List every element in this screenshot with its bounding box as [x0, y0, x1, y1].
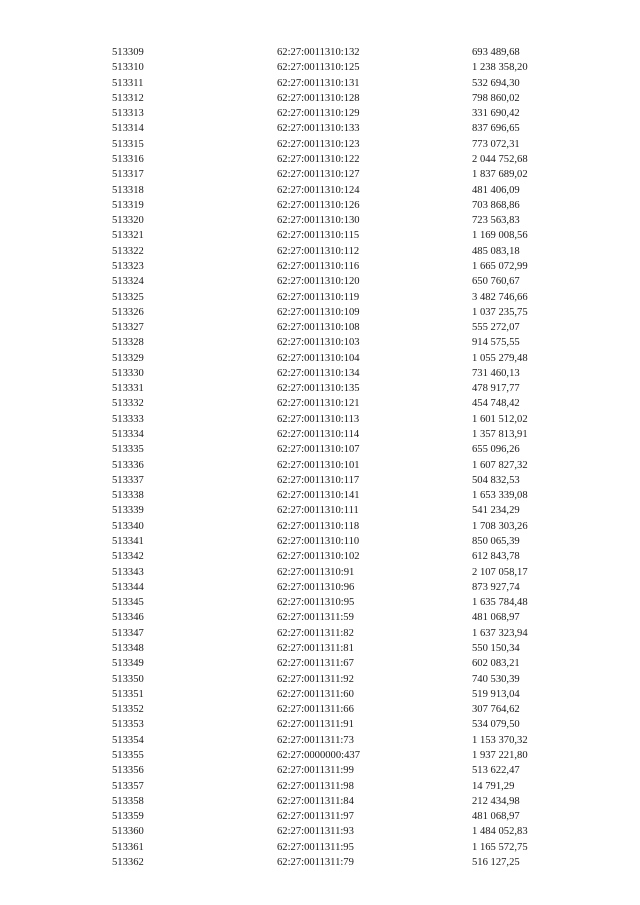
cadastral-value-table	[112, 45, 572, 870]
row-number-cell: 513341	[112, 536, 144, 547]
cadastral-number-cell: 62:27:0011311:91	[277, 719, 354, 731]
row-number-cell: 513352	[112, 704, 144, 716]
cadastral-value-cell: 1 169 008,56	[472, 230, 528, 242]
cadastral-number-cell: 62:27:0011311:79	[277, 856, 354, 868]
row-number-cell: 513316	[112, 153, 144, 165]
table-row	[112, 183, 572, 198]
table-row	[112, 76, 572, 91]
table-row	[112, 503, 572, 518]
row-number-cell: 513353	[112, 719, 144, 731]
cadastral-value-cell: 1 357 813,91	[472, 429, 528, 441]
cadastral-number-cell: 62:27:0011311:81	[277, 642, 354, 654]
row-number-cell: 513336	[112, 459, 144, 471]
table-row	[112, 458, 572, 473]
cadastral-number-cell: 62:27:0011310:133	[277, 123, 360, 135]
cadastral-number-cell: 62:27:0011310:108	[277, 322, 360, 334]
row-number-cell: 513334	[112, 429, 144, 441]
cadastral-value-cell: 2 044 752,68	[472, 153, 528, 165]
cadastral-value-cell: 454 748,42	[472, 398, 520, 410]
row-number-cell: 513319	[112, 199, 144, 211]
row-number-cell: 513361	[112, 841, 144, 853]
cadastral-value-cell: 914 575,55	[472, 337, 520, 349]
table-row	[112, 427, 572, 442]
cadastral-value-cell: 612 843,78	[472, 551, 520, 563]
cadastral-number-cell: 62:27:0011311:95	[277, 841, 354, 853]
table-row	[112, 488, 572, 503]
table-row	[112, 137, 572, 152]
table-row	[112, 366, 572, 381]
cadastral-value-cell: 731 460,13	[472, 367, 520, 379]
row-number-cell: 513356	[112, 765, 144, 777]
row-number-cell: 513359	[112, 811, 144, 823]
cadastral-number-cell: 62:27:0011310:114	[277, 429, 360, 441]
cadastral-number-cell: 62:27:0011310:109	[277, 306, 360, 318]
table-row	[112, 91, 572, 106]
cadastral-number-cell: 62:27:0011310:112	[277, 245, 360, 257]
cadastral-number-cell: 62:27:0011310:129	[277, 108, 360, 120]
cadastral-value-cell: 212 434,98	[472, 795, 520, 807]
table-row	[112, 626, 572, 641]
row-number-cell: 513309	[112, 47, 144, 58]
cadastral-number-cell: 62:27:0011311:92	[277, 673, 354, 685]
cadastral-number-cell: 62:27:0011310:131	[277, 77, 360, 89]
cadastral-value-cell: 837 696,65	[472, 123, 520, 135]
table-row	[112, 121, 572, 136]
row-number-cell: 513312	[112, 92, 144, 104]
table-row	[112, 335, 572, 350]
row-number-cell: 513320	[112, 215, 144, 227]
cadastral-value-cell: 14 791,29	[472, 780, 515, 792]
table-row	[112, 351, 572, 366]
cadastral-value-cell: 850 065,39	[472, 536, 520, 547]
cadastral-value-cell: 550 150,34	[472, 642, 520, 654]
row-number-cell: 513329	[112, 352, 144, 364]
table-row	[112, 412, 572, 427]
cadastral-number-cell: 62:27:0011310:117	[277, 474, 360, 486]
table-row	[112, 152, 572, 167]
table-row	[112, 320, 572, 335]
cadastral-number-cell: 62:27:0011310:110	[277, 536, 360, 547]
row-number-cell: 513349	[112, 658, 144, 670]
row-number-cell: 513331	[112, 383, 144, 395]
cadastral-value-cell: 1 637 323,94	[472, 627, 528, 639]
row-number-cell: 513330	[112, 367, 144, 379]
cadastral-number-cell: 62:27:0011310:124	[277, 184, 360, 196]
cadastral-value-cell: 516 127,25	[472, 856, 520, 868]
cadastral-number-cell: 62:27:0011310:122	[277, 153, 360, 165]
cadastral-value-cell: 1 653 339,08	[472, 490, 528, 502]
cadastral-value-cell: 1 484 052,83	[472, 826, 528, 838]
table-row	[112, 855, 572, 870]
cadastral-value-cell: 2 107 058,17	[472, 566, 528, 578]
row-number-cell: 513332	[112, 398, 144, 410]
cadastral-value-cell: 555 272,07	[472, 322, 520, 334]
cadastral-value-cell: 541 234,29	[472, 505, 520, 517]
cadastral-value-cell: 331 690,42	[472, 108, 520, 120]
row-number-cell: 513351	[112, 688, 144, 700]
table-row	[112, 274, 572, 289]
table-row	[112, 244, 572, 259]
row-number-cell: 513314	[112, 123, 144, 135]
cadastral-value-cell: 602 083,21	[472, 658, 520, 670]
table-row	[112, 717, 572, 732]
cadastral-number-cell: 62:27:0011311:82	[277, 627, 354, 639]
row-number-cell: 513326	[112, 306, 144, 318]
table-row	[112, 794, 572, 809]
cadastral-number-cell: 62:27:0011310:91	[277, 566, 355, 578]
row-number-cell: 513321	[112, 230, 144, 242]
row-number-cell: 513350	[112, 673, 144, 685]
row-number-cell: 513337	[112, 474, 144, 486]
row-number-cell: 513324	[112, 276, 144, 288]
row-number-cell: 513355	[112, 749, 144, 761]
row-number-cell: 513348	[112, 642, 144, 654]
cadastral-number-cell: 62:27:0011311:99	[277, 765, 354, 777]
row-number-cell: 513342	[112, 551, 144, 563]
cadastral-value-cell: 534 079,50	[472, 719, 520, 731]
cadastral-number-cell: 62:27:0011311:66	[277, 704, 354, 716]
cadastral-value-cell: 655 096,26	[472, 444, 520, 456]
cadastral-number-cell: 62:27:0011310:125	[277, 62, 360, 74]
table-row	[112, 549, 572, 564]
table-row	[112, 45, 572, 60]
cadastral-number-cell: 62:27:0011310:123	[277, 138, 360, 150]
row-number-cell: 513335	[112, 444, 144, 456]
cadastral-number-cell: 62:27:0011310:135	[277, 383, 360, 395]
table-row	[112, 473, 572, 488]
cadastral-value-cell: 478 917,77	[472, 383, 520, 395]
row-number-cell: 513318	[112, 184, 144, 196]
cadastral-number-cell: 62:27:0011310:120	[277, 276, 360, 288]
table-row	[112, 442, 572, 457]
row-number-cell: 513322	[112, 245, 144, 257]
table-row	[112, 779, 572, 794]
table-row	[112, 610, 572, 625]
row-number-cell: 513346	[112, 612, 144, 624]
cadastral-value-cell: 740 530,39	[472, 673, 520, 685]
table-row	[112, 396, 572, 411]
table-row	[112, 228, 572, 243]
cadastral-value-cell: 1 708 303,26	[472, 520, 528, 532]
table-row	[112, 290, 572, 305]
cadastral-value-cell: 519 913,04	[472, 688, 520, 700]
cadastral-number-cell: 62:27:0011310:134	[277, 367, 360, 379]
cadastral-value-cell: 481 068,97	[472, 612, 520, 624]
cadastral-number-cell: 62:27:0011310:101	[277, 459, 360, 471]
cadastral-value-cell: 1 238 358,20	[472, 62, 528, 74]
cadastral-number-cell: 62:27:0011310:102	[277, 551, 360, 563]
cadastral-value-cell: 513 622,47	[472, 765, 520, 777]
cadastral-number-cell: 62:27:0011310:96	[277, 581, 355, 593]
cadastral-number-cell: 62:27:0011310:111	[277, 505, 359, 517]
cadastral-value-cell: 1 165 572,75	[472, 841, 528, 853]
cadastral-number-cell: 62:27:0011311:98	[277, 780, 354, 792]
table-row	[112, 824, 572, 839]
row-number-cell: 513338	[112, 490, 144, 502]
cadastral-number-cell: 62:27:0011310:95	[277, 597, 355, 609]
table-row	[112, 60, 572, 75]
cadastral-value-cell: 1 607 827,32	[472, 459, 528, 471]
cadastral-value-cell: 481 068,97	[472, 811, 520, 823]
cadastral-value-cell: 307 764,62	[472, 704, 520, 716]
row-number-cell: 513317	[112, 169, 144, 181]
table-row	[112, 259, 572, 274]
cadastral-value-cell: 773 072,31	[472, 138, 520, 150]
cadastral-value-cell: 1 937 221,80	[472, 749, 528, 761]
row-number-cell: 513344	[112, 581, 144, 593]
cadastral-number-cell: 62:27:0011311:67	[277, 658, 354, 670]
cadastral-value-cell: 1 601 512,02	[472, 413, 528, 425]
cadastral-number-cell: 62:27:0011310:107	[277, 444, 360, 456]
cadastral-value-cell: 1 055 279,48	[472, 352, 528, 364]
table-row	[112, 167, 572, 182]
table-row	[112, 840, 572, 855]
table-row	[112, 565, 572, 580]
cadastral-number-cell: 62:27:0011311:73	[277, 734, 354, 746]
cadastral-value-cell: 723 563,83	[472, 215, 520, 227]
cadastral-number-cell: 62:27:0000000:437	[277, 749, 360, 761]
cadastral-value-cell: 650 760,67	[472, 276, 520, 288]
cadastral-value-cell: 532 694,30	[472, 77, 520, 89]
cadastral-number-cell: 62:27:0011311:97	[277, 811, 354, 823]
table-row	[112, 748, 572, 763]
table-row	[112, 809, 572, 824]
table-row	[112, 641, 572, 656]
row-number-cell: 513362	[112, 856, 144, 868]
row-number-cell: 513323	[112, 260, 144, 272]
cadastral-number-cell: 62:27:0011310:115	[277, 230, 360, 242]
cadastral-number-cell: 62:27:0011310:132	[277, 47, 360, 58]
row-number-cell: 513360	[112, 826, 144, 838]
cadastral-number-cell: 62:27:0011311:93	[277, 826, 354, 838]
table-row	[112, 702, 572, 717]
row-number-cell: 513357	[112, 780, 144, 792]
cadastral-number-cell: 62:27:0011310:119	[277, 291, 360, 303]
cadastral-number-cell: 62:27:0011311:60	[277, 688, 354, 700]
row-number-cell: 513347	[112, 627, 144, 639]
table-row	[112, 733, 572, 748]
row-number-cell: 513354	[112, 734, 144, 746]
table-row	[112, 305, 572, 320]
cadastral-value-cell: 481 406,09	[472, 184, 520, 196]
row-number-cell: 513325	[112, 291, 144, 303]
cadastral-number-cell: 62:27:0011310:118	[277, 520, 360, 532]
cadastral-value-cell: 485 083,18	[472, 245, 520, 257]
cadastral-value-cell: 1 635 784,48	[472, 597, 528, 609]
cadastral-number-cell: 62:27:0011310:130	[277, 215, 360, 227]
cadastral-value-cell: 703 868,86	[472, 199, 520, 211]
table-row	[112, 687, 572, 702]
row-number-cell: 513345	[112, 597, 144, 609]
row-number-cell: 513339	[112, 505, 144, 517]
table-row	[112, 580, 572, 595]
cadastral-value-cell: 3 482 746,66	[472, 291, 528, 303]
cadastral-number-cell: 62:27:0011310:103	[277, 337, 360, 349]
cadastral-number-cell: 62:27:0011310:126	[277, 199, 360, 211]
table-row	[112, 595, 572, 610]
cadastral-value-cell: 1 153 370,32	[472, 734, 528, 746]
row-number-cell: 513311	[112, 77, 144, 89]
cadastral-value-cell: 798 860,02	[472, 92, 520, 104]
table-row	[112, 106, 572, 121]
row-number-cell: 513340	[112, 520, 144, 532]
cadastral-value-cell: 873 927,74	[472, 581, 520, 593]
cadastral-value-cell: 693 489,68	[472, 47, 520, 58]
row-number-cell: 513313	[112, 108, 144, 120]
row-number-cell: 513328	[112, 337, 144, 349]
cadastral-number-cell: 62:27:0011310:116	[277, 260, 360, 272]
row-number-cell: 513358	[112, 795, 144, 807]
table-row	[112, 763, 572, 778]
table-body	[112, 45, 572, 870]
row-number-cell: 513315	[112, 138, 144, 150]
row-number-cell: 513343	[112, 566, 144, 578]
table-row	[112, 534, 572, 549]
row-number-cell: 513310	[112, 62, 144, 74]
cadastral-number-cell: 62:27:0011311:59	[277, 612, 354, 624]
row-number-cell: 513327	[112, 322, 144, 334]
row-number-cell: 513333	[112, 413, 144, 425]
table-row	[112, 656, 572, 671]
cadastral-number-cell: 62:27:0011310:128	[277, 92, 360, 104]
cadastral-number-cell: 62:27:0011310:113	[277, 413, 360, 425]
cadastral-value-cell: 1 837 689,02	[472, 169, 528, 181]
cadastral-number-cell: 62:27:0011310:127	[277, 169, 360, 181]
cadastral-value-cell: 504 832,53	[472, 474, 520, 486]
cadastral-value-cell: 1 665 072,99	[472, 260, 528, 272]
table-row	[112, 672, 572, 687]
table-row	[112, 213, 572, 228]
cadastral-number-cell: 62:27:0011310:121	[277, 398, 360, 410]
cadastral-value-cell: 1 037 235,75	[472, 306, 528, 318]
table-row	[112, 381, 572, 396]
cadastral-number-cell: 62:27:0011310:141	[277, 490, 360, 502]
table-row	[112, 198, 572, 213]
cadastral-number-cell: 62:27:0011310:104	[277, 352, 360, 364]
table-row	[112, 519, 572, 534]
cadastral-number-cell: 62:27:0011311:84	[277, 795, 354, 807]
